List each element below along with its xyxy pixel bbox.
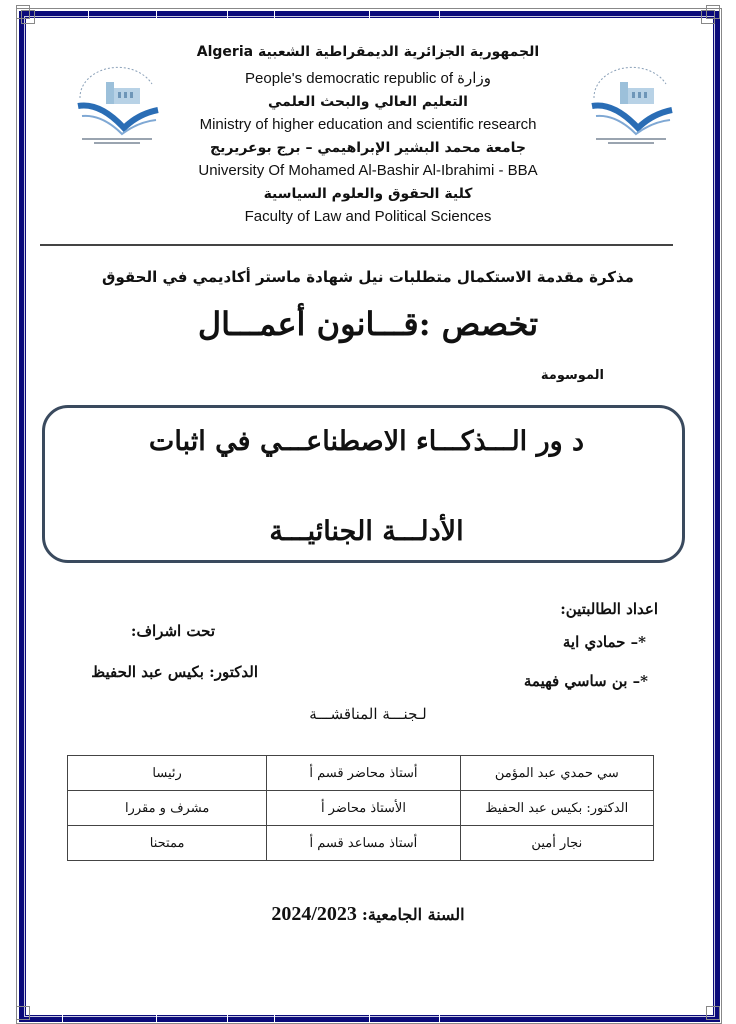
header-ministry-ar: التعليم العالي والبحث العلمي [268,94,468,110]
frame-tick [156,1015,157,1022]
supervisor-name: الدكتور: بكيس عبد الحفيظ [91,663,258,681]
frame-tick [439,11,440,18]
students-label: اعداد الطالبتين: [560,600,658,618]
academic-year-value: 2024/2023 [271,903,357,925]
academic-year-label: السنة الجامعية: [361,905,465,924]
jury-member-name: نجار أمين [460,826,653,861]
titled-label: الموسومة [540,368,604,383]
thesis-specialty: تخصص :قـــانون أعمـــال [197,305,539,343]
frame-corner-ornament [21,10,35,24]
student-name: *– حمادي اية [562,633,646,651]
frame-tick [227,1015,228,1022]
frame-tick [369,11,370,18]
header-republic-text: وزارة People's democratic republic of [245,70,491,87]
jury-title: لـجنـــة المناقشـــة [309,705,427,723]
thesis-title-box [42,405,685,563]
table-row [68,826,654,861]
frame-tick [156,11,157,18]
header-republic-line [0,68,736,90]
frame-tick [439,1015,440,1022]
header-faculty-ar: كلية الحقوق والعلوم السياسية [263,186,473,202]
jury-member-rank: أستاذ مساعد قسم أ [267,826,460,861]
jury-member-role: ممتحنا [68,826,267,861]
jury-member-name: سي حمدي عبد المؤمن [460,756,653,791]
frame-tick [88,11,89,18]
thesis-purpose: مذكرة مقدمة الاستكمال متطلبات نيل شهادة ماستر أكاديمي في الحقوق [102,268,634,286]
academic-year [0,903,736,926]
jury-member-role: مشرف و مقررا [68,791,267,826]
header-separator [40,244,673,246]
header-ministry-en: Ministry of higher education and scientific research [199,116,537,133]
header-country-line: الجمهورية الجزائرية الديمقراطية الشعبية Algeria [196,44,540,60]
supervisor-label: تحت اشراف: [130,622,215,640]
jury-table [67,755,654,861]
table-row [68,756,654,791]
frame-corner-ornament [706,1006,720,1020]
header-faculty-en: Faculty of Law and Political Sciences [244,208,492,225]
jury-member-rank: أستاذ محاضر قسم أ [267,756,460,791]
jury-member-role: رئيسا [68,756,267,791]
student-name: *– بن ساسي فهيمة [523,672,648,690]
frame-tick [62,1015,63,1022]
frame-tick [274,1015,275,1022]
thesis-title-line-1: د ور الـــذكـــاء الاصطناعـــي في اثبات [148,426,585,457]
header-university-ar: جامعة محمد البشير الإبراهيمي – برج بوعريريج [210,140,526,156]
frame-tick [369,1015,370,1022]
frame-tick [227,11,228,18]
jury-member-name: الدكتور: بكيس عبد الحفيظ [460,791,653,826]
frame-corner-ornament [16,1006,30,1020]
header-university-en: University Of Mohamed Al-Bashir Al-Ibrahimi - BBA [198,162,538,179]
jury-member-rank: الأستاذ محاضر أ [267,791,460,826]
thesis-title-line-2: الأدلـــة الجنائيـــة [269,516,464,547]
frame-corner-ornament [701,10,715,24]
table-row [68,791,654,826]
frame-tick [274,11,275,18]
